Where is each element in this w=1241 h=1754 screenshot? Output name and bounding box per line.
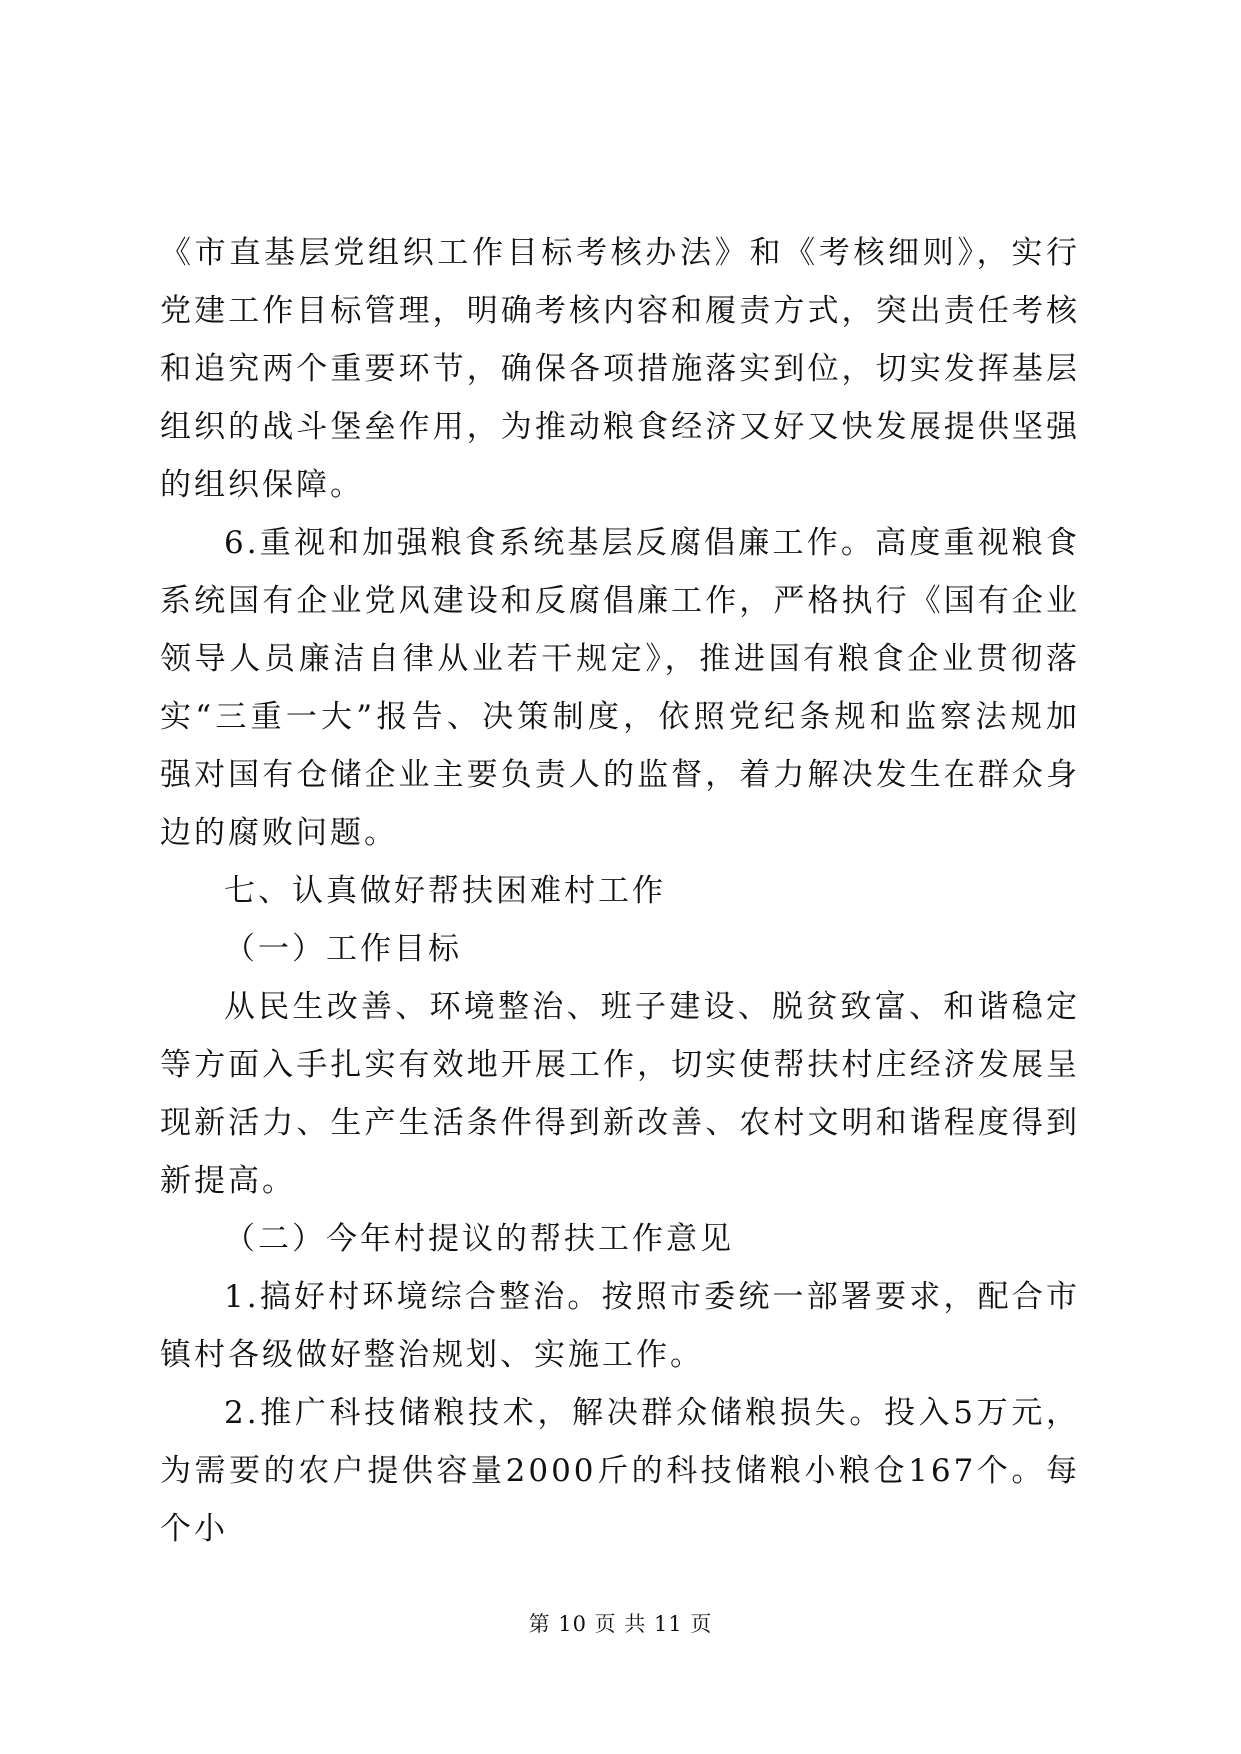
- paragraph-environment-remediation: 1.搞好村环境综合整治。按照市委统一部署要求，配合市镇村各级做好整治规划、实施工作。: [160, 1279, 1080, 1373]
- paragraph-continuation: 《市直基层党组织工作目标考核办法》和《考核细则》，实行党建工作目标管理，明确考核内容和履责方式，突出责任考核和追究两个重要环节，确保各项措施落实到位，切实发挥基层组织的战斗堡垒作用，为推动粮食经济又好又快发展提供坚强的组织保障。: [160, 235, 1080, 503]
- paragraph-anticorruption: 6.重视和加强粮食系统基层反腐倡廉工作。高度重视粮食系统国有企业党风建设和反腐倡廉工作，严格执行《国有企业领导人员廉洁自律从业若干规定》，推进国有粮食企业贯彻落实“三重一大”报告、决策制度，依照党纪条规和监察法规加强对国有仓储企业主要负责人的监督，着力解决发生在群众身边的腐败问题。: [160, 525, 1080, 851]
- body-text: [160, 224, 1080, 1558]
- section-heading-seven: 七、认真做好帮扶困难村工作: [224, 873, 666, 909]
- paragraph-grain-storage: 2.推广科技储粮技术，解决群众储粮损失。投入5万元，为需要的农户提供容量2000斤的科技储粮小粮仓167个。每个小: [160, 1395, 1080, 1547]
- paragraph-work-goal: 从民生改善、环境整治、班子建设、脱贫致富、和谐稳定等方面入手扎实有效地开展工作，切实使帮扶村庄经济发展呈现新活力、生产生活条件得到新改善、农村文明和谐程度得到新提高。: [160, 989, 1080, 1199]
- subheading-work-goal: （一）工作目标: [224, 931, 462, 967]
- page-footer: 第 10 页 共 11 页: [528, 1612, 713, 1636]
- subheading-assistance-opinions: （二）今年村提议的帮扶工作意见: [224, 1221, 734, 1257]
